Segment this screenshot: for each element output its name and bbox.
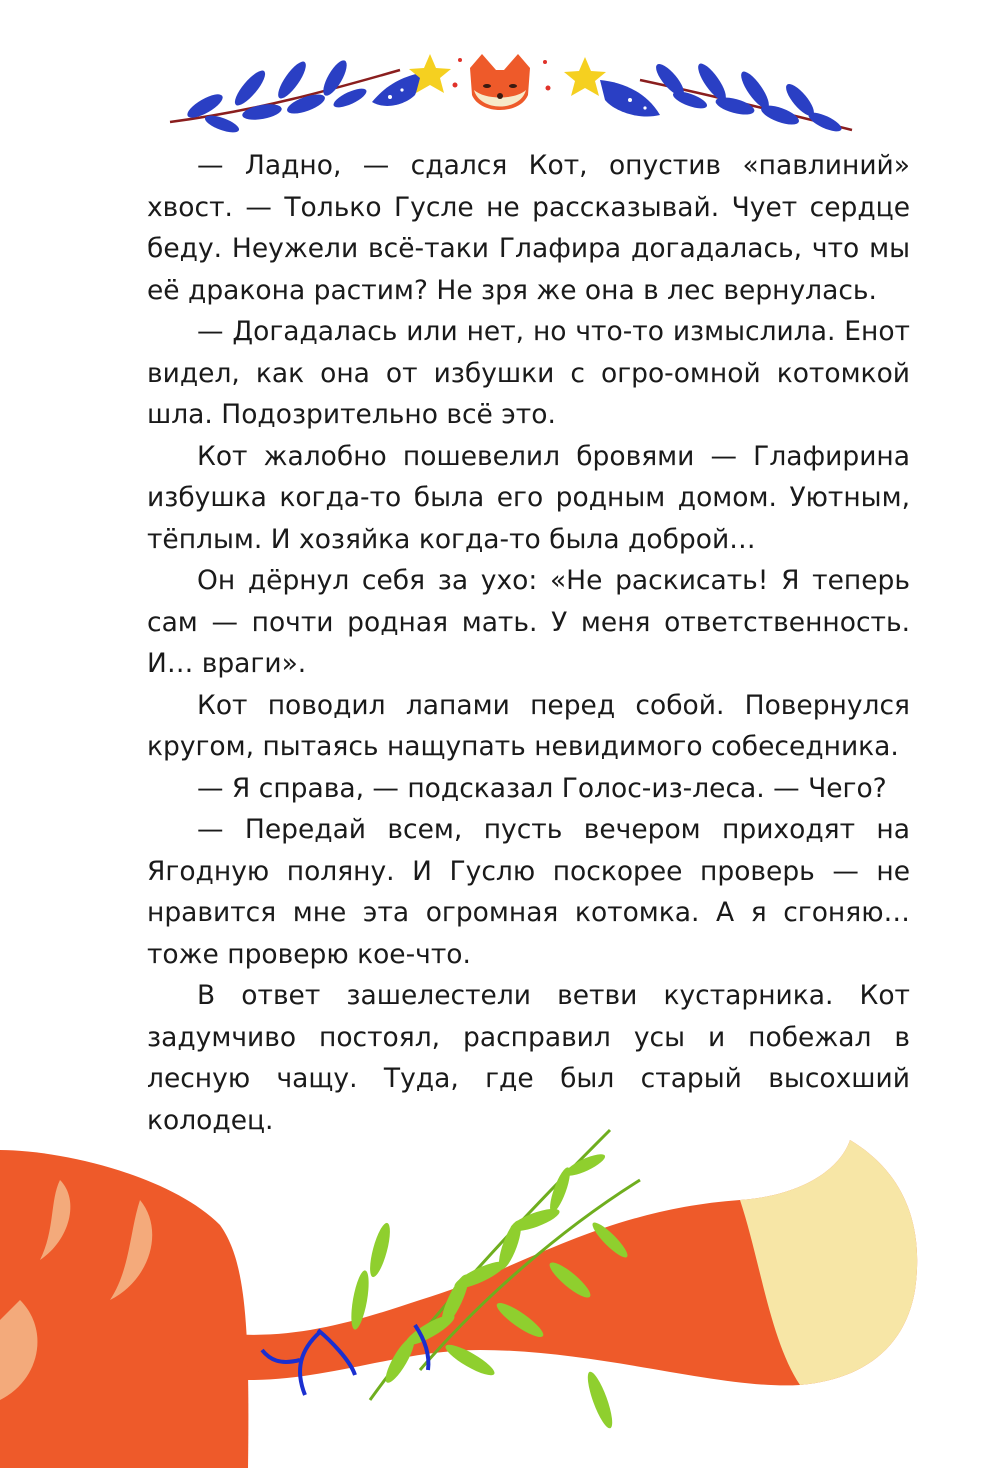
story-text (147, 145, 910, 1141)
fox-body-icon (0, 1150, 248, 1468)
paragraph-5: Кот поводил лапами перед собой. Повернулся кругом, пытаясь нащупать невидимого собеседника. (147, 689, 910, 762)
fox-face-icon (470, 54, 530, 110)
paragraph-7: — Передай всем, пусть вечером приходят на Ягодную поляну. И Гуслю поскорее проверь — не нравится мне эта огромная котомка. А я сгоняю… тоже проверю кое-что. (147, 814, 910, 970)
left-leaves-icon (184, 57, 369, 136)
paragraph-4: Он дёрнул себя за ухо: «Не раскисать! Я теперь сам — почти родная мать. У меня ответственность. И… враги». (147, 565, 910, 679)
paragraph-8: В ответ зашелестели ветви кустарника. Кот задумчиво постоял, расправил усы и побежал в лесную чащу. Туда, где был старый высохший колодец. (147, 980, 910, 1136)
paragraph-6: — Я справа, — подсказал Голос-из-леса. — Чего? (197, 772, 887, 804)
paragraph-2: — Догадалась или нет, но что-то измыслила. Енот видел, как она от избушки с огро-омной котомкой шла. Подозрительно всё это. (147, 316, 910, 430)
right-leaves-icon (652, 60, 844, 135)
paragraph-1: — Ладно, — сдался Кот, опустив «павлиний» хвост. — Только Гусле не рассказывай. Чует сердце беду. Неужели всё-таки Глафира догадалась, что мы её дракона растим? Не зря же она в лес вернулась. (147, 150, 910, 306)
top-ornament (0, 40, 1000, 150)
right-star-icon (564, 57, 606, 96)
paragraph-3: Кот жалобно пошевелил бровями — Глафирина избушка когда-то была его родным домом. Уютным, тёплым. И хозяйка когда-то была доброй… (147, 440, 910, 555)
bottom-illustration (0, 1120, 1000, 1468)
left-comet-icon (372, 72, 425, 106)
